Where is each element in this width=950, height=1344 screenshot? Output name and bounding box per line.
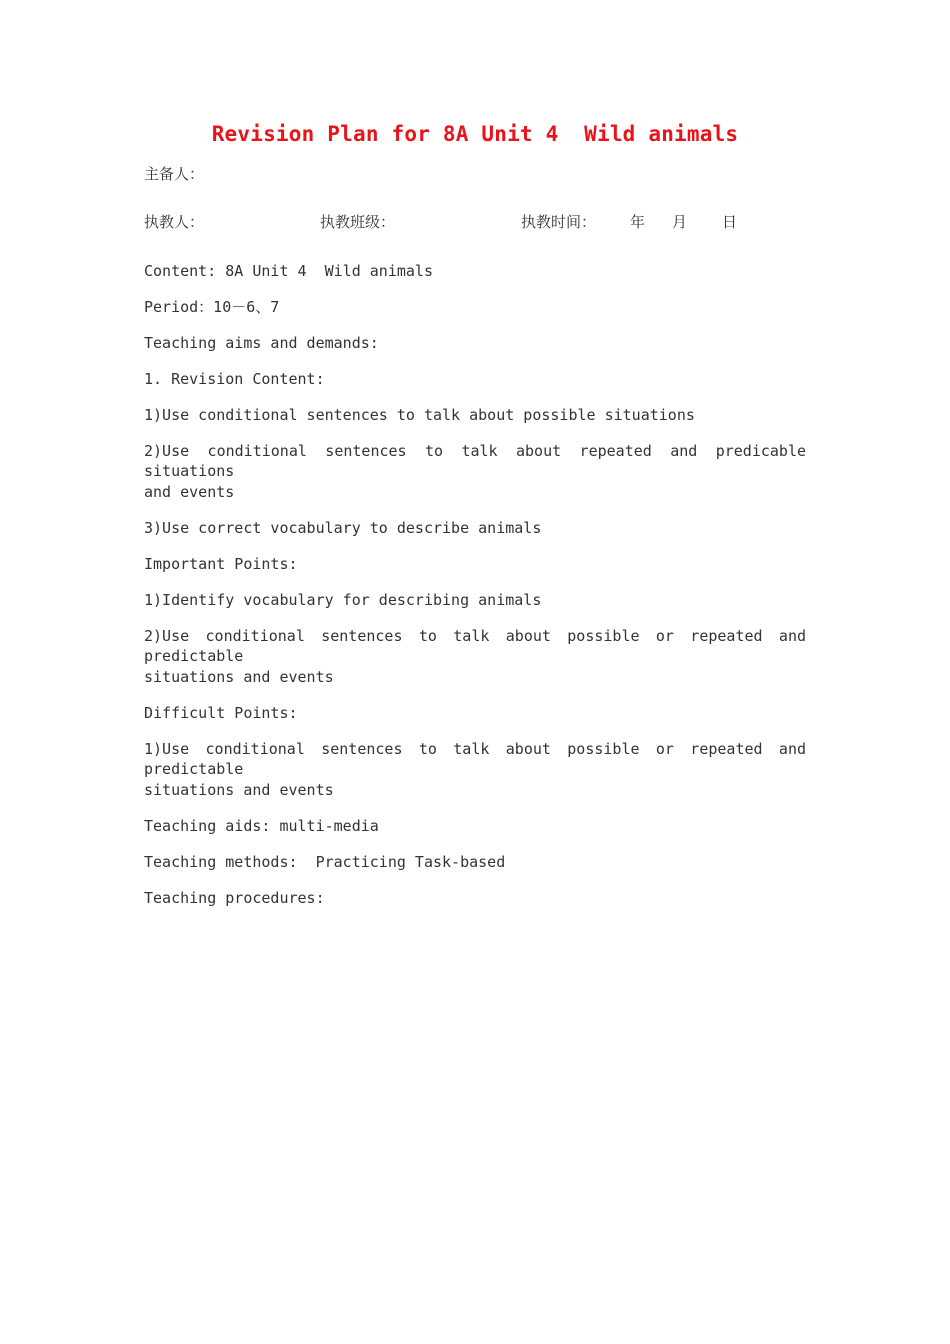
revision-item: 3)Use correct vocabulary to describe animals xyxy=(144,519,542,537)
period-line: Period：10－6、7 xyxy=(144,298,280,316)
revision-heading: 1. Revision Content: xyxy=(144,370,325,388)
important-heading: Important Points: xyxy=(144,555,298,573)
difficult-item: situations and events xyxy=(144,781,334,799)
year-label: 年 xyxy=(630,213,646,231)
important-item: 2)Use conditional sentences to talk about possible or repeated and predictable xyxy=(144,627,806,665)
content-line: Content: 8A Unit 4 Wild animals xyxy=(144,262,433,280)
month-label: 月 xyxy=(672,213,688,231)
difficult-item: 1)Use conditional sentences to talk about possible or repeated and predictable xyxy=(144,740,806,778)
teacher-label: 执教人： xyxy=(144,213,205,231)
aims-heading: Teaching aims and demands: xyxy=(144,334,379,352)
difficult-heading: Difficult Points: xyxy=(144,704,298,722)
revision-item: 2)Use conditional sentences to talk about repeated and predicable situations xyxy=(144,442,806,480)
time-label: 执教时间： xyxy=(521,213,597,231)
aids-line: Teaching aids: multi-media xyxy=(144,817,379,835)
preparer-label: 主备人： xyxy=(144,165,205,183)
revision-item: 1)Use conditional sentences to talk about possible situations xyxy=(144,406,695,424)
important-item: 1)Identify vocabulary for describing animals xyxy=(144,591,542,609)
important-item: situations and events xyxy=(144,668,334,686)
methods-line: Teaching methods: Practicing Task-based xyxy=(144,853,506,871)
day-label: 日 xyxy=(722,213,738,231)
class-label: 执教班级： xyxy=(320,213,396,231)
page-title: Revision Plan for 8A Unit 4 Wild animals xyxy=(211,122,739,146)
revision-item: and events xyxy=(144,483,235,501)
procedures-line: Teaching procedures: xyxy=(144,889,325,907)
